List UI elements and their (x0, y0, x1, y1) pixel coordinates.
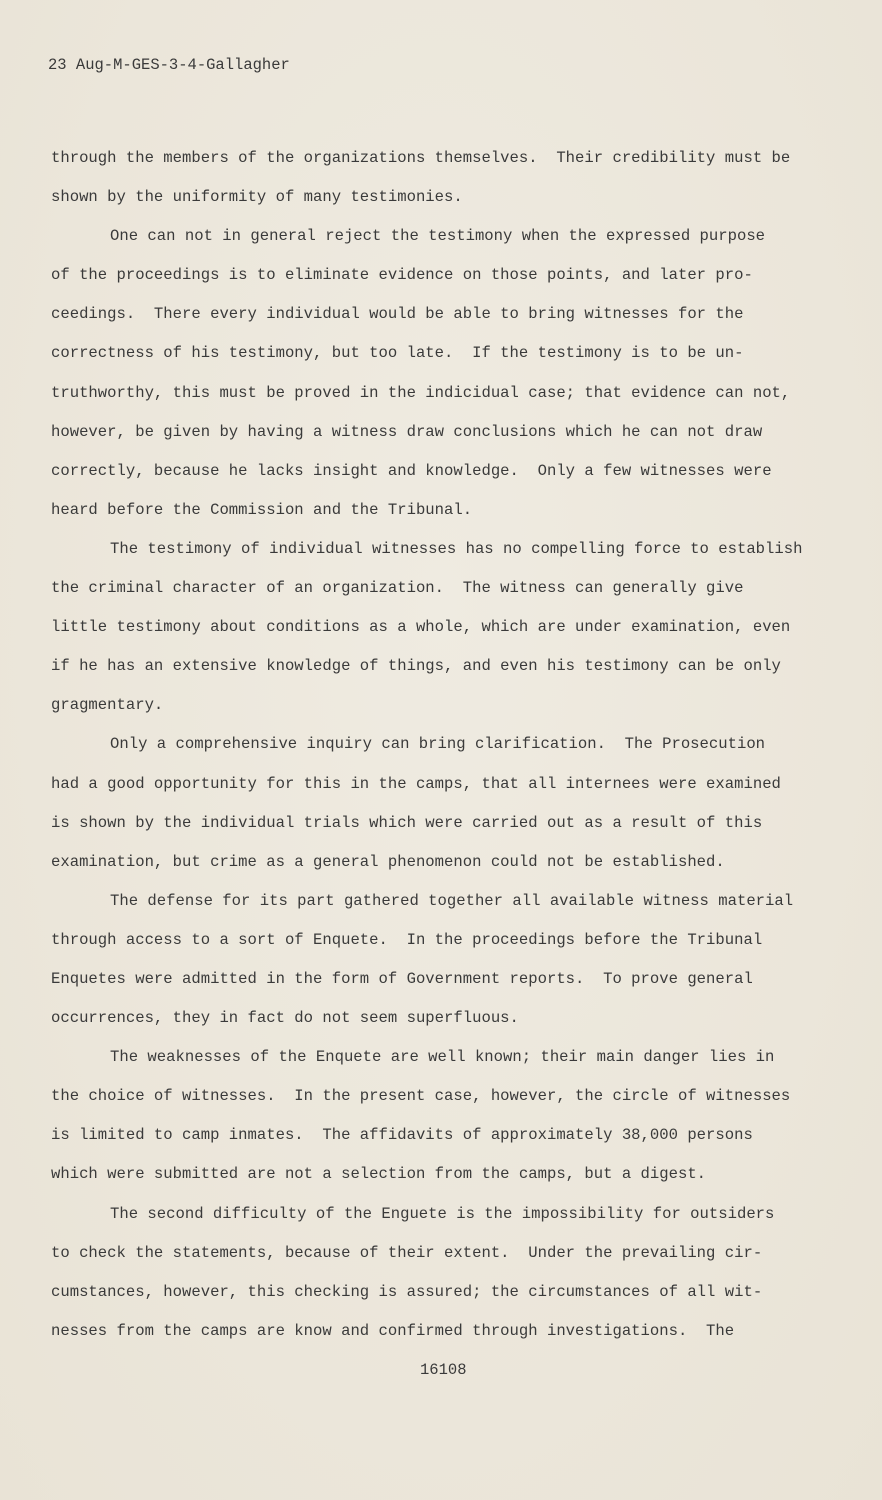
text-line: of the proceedings is to eliminate evidence on those points, and later pro- (51, 266, 753, 285)
text-line: little testimony about conditions as a whole, which are under examination, even (51, 618, 791, 637)
text-line: is limited to camp inmates. The affidavits of approximately 38,000 persons (51, 1126, 753, 1145)
text-line: The testimony of individual witnesses has no compelling force to establish (110, 539, 803, 558)
text-line: The second difficulty of the Enguete is the impossibility for outsiders (110, 1204, 775, 1223)
text-line: Enquetes were admitted in the form of Government reports. To prove general (51, 969, 753, 988)
text-line: Only a comprehensive inquiry can bring clarification. The Prosecution (110, 735, 766, 754)
text-line: occurrences, they in fact do not seem superfluous. (51, 1009, 519, 1028)
text-line: ceedings. There every individual would be able to bring witnesses for the (51, 305, 744, 324)
text-line: correctly, because he lacks insight and knowledge. Only a few witnesses were (51, 461, 772, 480)
text-line: had a good opportunity for this in the camps, that all internees were examined (51, 774, 781, 793)
text-line: truthworthy, this must be proved in the indicidual case; that evidence can not, (51, 383, 791, 402)
text-line: nesses from the camps are know and confirmed through investigations. The (51, 1321, 735, 1340)
text-line: is shown by the individual trials which were carried out as a result of this (51, 813, 763, 832)
text-line: shown by the uniformity of many testimonies. (51, 188, 463, 207)
text-line: the criminal character of an organization. The witness can generally give (51, 579, 744, 598)
document-body (51, 147, 841, 1359)
text-line: correctness of his testimony, but too late. If the testimony is to be un- (51, 344, 744, 363)
text-line: heard before the Commission and the Tribunal. (51, 500, 473, 519)
text-line: cumstances, however, this checking is assured; the circumstances of all wit- (51, 1282, 763, 1301)
text-line: if he has an extensive knowledge of things, and even his testimony can be only (51, 657, 781, 676)
paragraph (51, 225, 841, 538)
text-line: through access to a sort of Enquete. In the proceedings before the Tribunal (51, 930, 763, 949)
text-line: the choice of witnesses. In the present case, however, the circle of witnesses (51, 1087, 791, 1106)
text-line: to check the statements, because of their extent. Under the prevailing cir- (51, 1243, 763, 1262)
paragraph (51, 1203, 841, 1359)
text-line: The weaknesses of the Enquete are well known; their main danger lies in (110, 1048, 775, 1067)
paragraph (51, 1046, 841, 1202)
text-line: which were submitted are not a selection from the camps, but a digest. (51, 1165, 707, 1184)
page-number: 16108 (420, 1361, 467, 1379)
text-line: examination, but crime as a general phenomenon could not be established. (51, 852, 725, 871)
paragraph (51, 147, 841, 225)
document-header: 23 Aug-M-GES-3-4-Gallagher (48, 56, 290, 74)
text-line: One can not in general reject the testimony when the expressed purpose (110, 227, 766, 246)
paragraph (51, 733, 841, 889)
text-line: The defense for its part gathered together all available witness material (110, 891, 794, 910)
paragraph (51, 890, 841, 1046)
text-line: through the members of the organizations themselves. Their credibility must be (51, 149, 791, 167)
text-line: however, be given by having a witness draw conclusions which he can not draw (51, 422, 763, 441)
text-line: gragmentary. (51, 696, 164, 715)
paragraph (51, 538, 841, 733)
